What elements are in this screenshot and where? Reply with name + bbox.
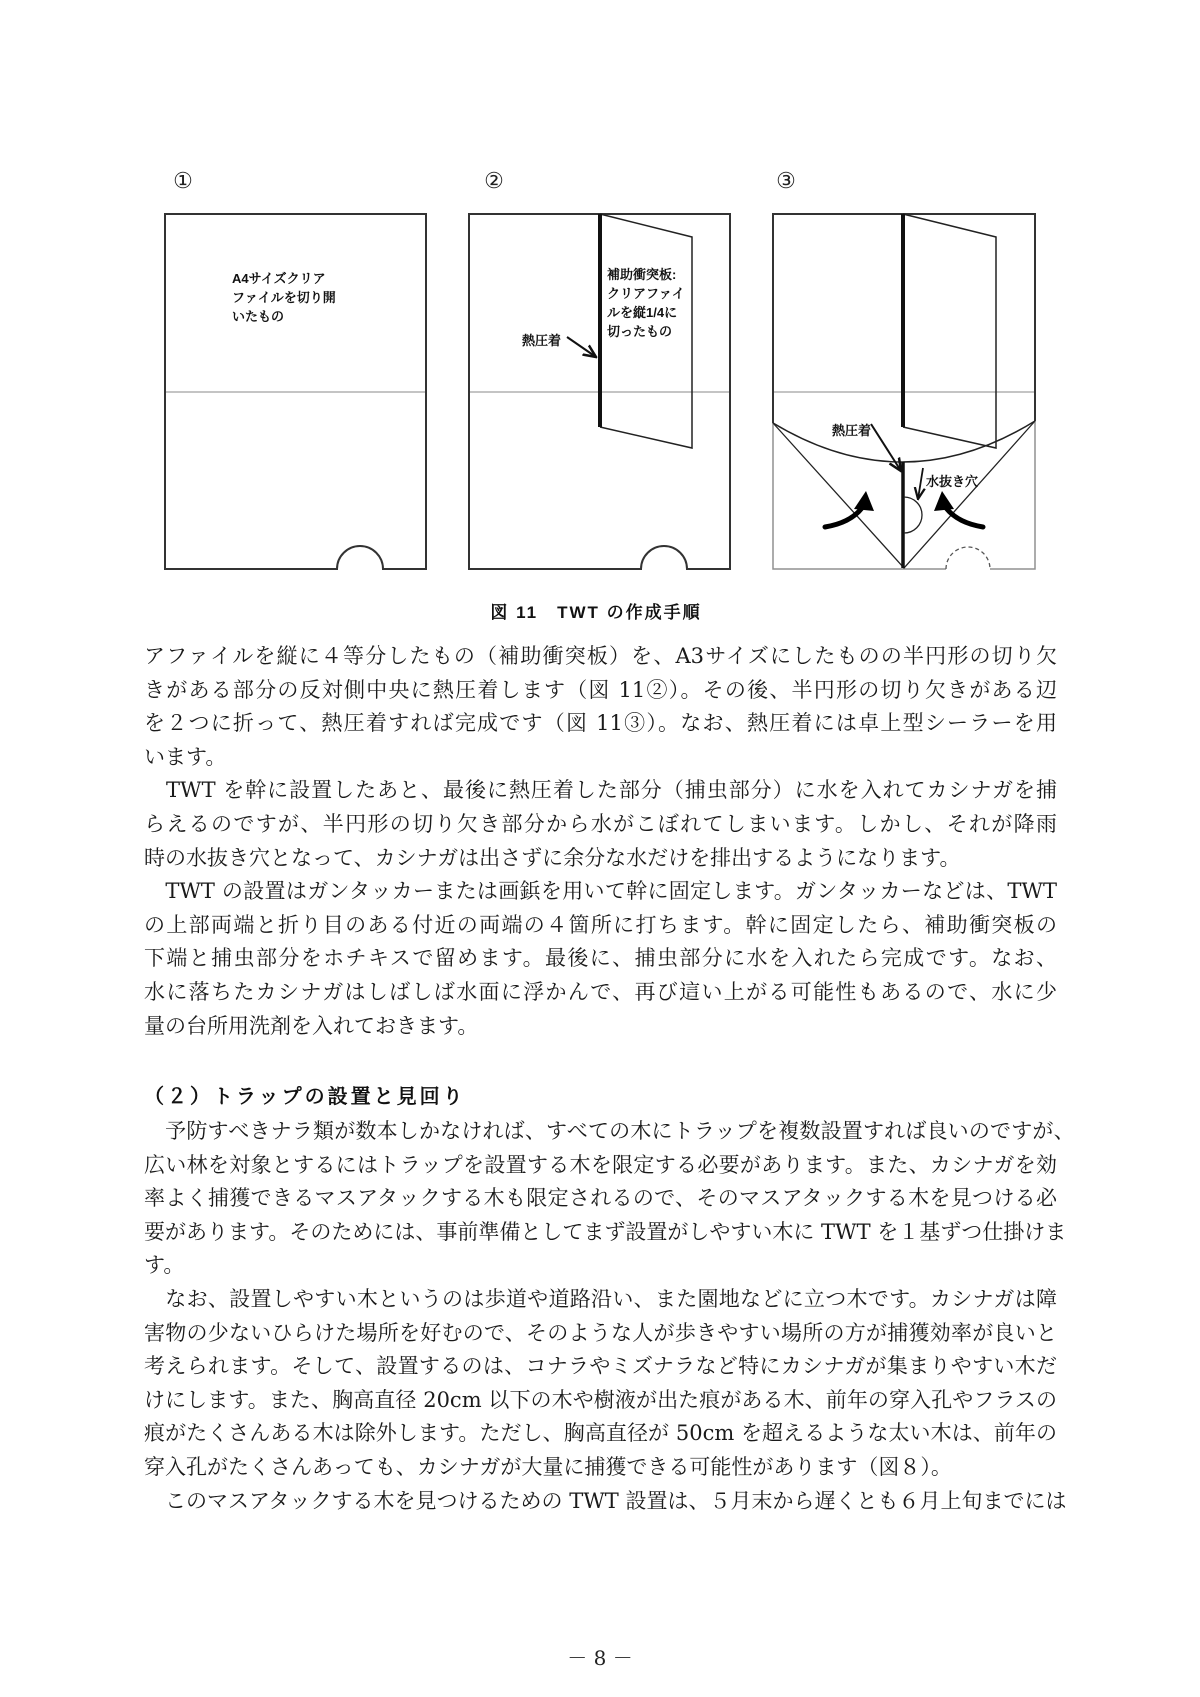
text-line: す。 — [144, 1253, 185, 1278]
text-line: このマスアタックする木を見つけるための TWT 設置は、５月末から遅くとも６月上旬までには — [144, 1488, 1067, 1513]
panel-1-label-line: A4サイズクリア — [232, 271, 326, 286]
text-line: 考えられます。そして、設置するのは、コナラやミズナラなど特にカシナガが集まりやすい木だ — [144, 1354, 1057, 1379]
panel-2-label-line: 切ったもの — [607, 324, 673, 339]
paragraph-group-1 — [144, 640, 1057, 1043]
step-number-1: ① — [173, 169, 193, 194]
text-line: TWT を幹に設置したあと、最後に熱圧着した部分（捕虫部分）に水を入れてカシナガを捕 — [144, 778, 1057, 803]
page-number: － 8 － — [567, 1646, 633, 1670]
text-line: 痕がたくさんある木は除外します。ただし、胸高直径が 50cm を超えるような太い木は、前年の — [144, 1421, 1057, 1446]
panel-3-drain-hole — [904, 497, 922, 533]
panel-3-heat-seal-label: 熱圧着 — [832, 423, 872, 438]
text-line: TWT の設置はガンタッカーまたは画鋲を用いて幹に固定します。ガンタッカーなどは、TWT — [144, 879, 1057, 904]
text-line: 率よく捕獲できるマスアタックする木も限定されるので、そのマスアタックする木を見つける必 — [144, 1186, 1057, 1211]
text-line: 時の水抜き穴となって、カシナガは出さずに余分な水だけを排出するようになります。 — [144, 845, 961, 870]
section-heading: （２）トラップの設置と見回り — [144, 1086, 466, 1108]
panel-2-label-line: ルを縦1/4に — [607, 305, 678, 320]
fold-arrow-left-icon — [825, 491, 874, 527]
fold-arrow-right-icon — [934, 491, 983, 527]
text-line: らえるのですが、半円形の切り欠き部分から水がこぼれてしまいます。しかし、それが降雨 — [144, 811, 1057, 836]
panel-2 — [469, 214, 730, 569]
text-line: 量の台所用洗剤を入れておきます。 — [144, 1013, 479, 1038]
panel-2-heat-seal-label: 熱圧着 — [522, 333, 562, 348]
panel-3-cutout-dashed — [946, 547, 990, 569]
text-line: 広い林を対象とするにはトラップを設置する木を限定する必要があります。また、カシナガを効 — [144, 1152, 1057, 1177]
panel-2-label-line: 補助衝突板: — [607, 267, 677, 282]
panel-3-heat-seal-arrow-icon — [871, 424, 901, 471]
step-number-2: ② — [484, 169, 504, 194]
panel-3-drain-hole-arrow-icon — [918, 468, 923, 499]
text-line: 穿入孔がたくさんあっても、カシナガが大量に捕獲できる可能性があります（図８）。 — [144, 1454, 952, 1479]
text-line: なお、設置しやすい木というのは歩道や道路沿い、また園地などに立つ木です。カシナガは障 — [144, 1286, 1057, 1311]
step-number-3: ③ — [776, 169, 796, 194]
panel-3-auxiliary-board — [903, 214, 996, 448]
text-line: アファイルを縦に４等分したもの（補助衝突板）を、A3サイズにしたものの半円形の切り欠 — [144, 644, 1057, 668]
text-line: けにします。また、胸高直径 20cm 以下の木や樹液が出た痕がある木、前年の穿入孔やフラスの — [144, 1387, 1057, 1412]
panel-1 — [165, 214, 426, 569]
text-line: 下端と捕虫部分をホチキスで留めます。最後に、捕虫部分に水を入れたら完成です。なお、 — [144, 946, 1057, 971]
figure-caption: 図 11 TWT の作成手順 — [490, 603, 702, 622]
panel-1-label-line: ファイルを切り開 — [232, 290, 336, 305]
text-line: 水に落ちたカシナガはしばしば水面に浮かんで、再び這い上がる可能性もあるので、水に少 — [144, 979, 1057, 1004]
panel-1-label-line: いたもの — [232, 309, 285, 324]
panel-3-drain-hole-label: 水抜き穴 — [926, 474, 979, 489]
text-line: 予防すべきナラ類が数本しかなければ、すべての木にトラップを複数設置すれば良いのですが、 — [144, 1119, 1074, 1143]
text-line: を２つに折って、熱圧着すれば完成です（図 11③）。なお、熱圧着には卓上型シーラーを用 — [144, 711, 1057, 736]
panel-2-heat-seal-arrow-icon — [567, 337, 596, 357]
text-line: の上部両端と折り目のある付近の両端の４箇所に打ちます。幹に固定したら、補助衝突板の — [144, 912, 1057, 937]
paragraph-group-2 — [144, 1115, 1074, 1518]
text-line: 害物の少ないひらけた場所を好むので、そのような人が歩きやすい場所の方が捕獲効率が良いと — [144, 1320, 1057, 1345]
figure-11-twt-construction-steps — [0, 0, 1200, 700]
panel-2-label-line: クリアファイ — [607, 286, 685, 301]
text-line: 要があります。そのためには、事前準備としてまず設置がしやすい木に TWT を１基ずつ仕掛けま — [144, 1219, 1067, 1244]
panel-3 — [773, 214, 1035, 569]
text-line: きがある部分の反対側中央に熱圧着します（図 11②）。その後、半円形の切り欠きがある辺 — [144, 677, 1057, 702]
text-line: います。 — [144, 744, 227, 769]
